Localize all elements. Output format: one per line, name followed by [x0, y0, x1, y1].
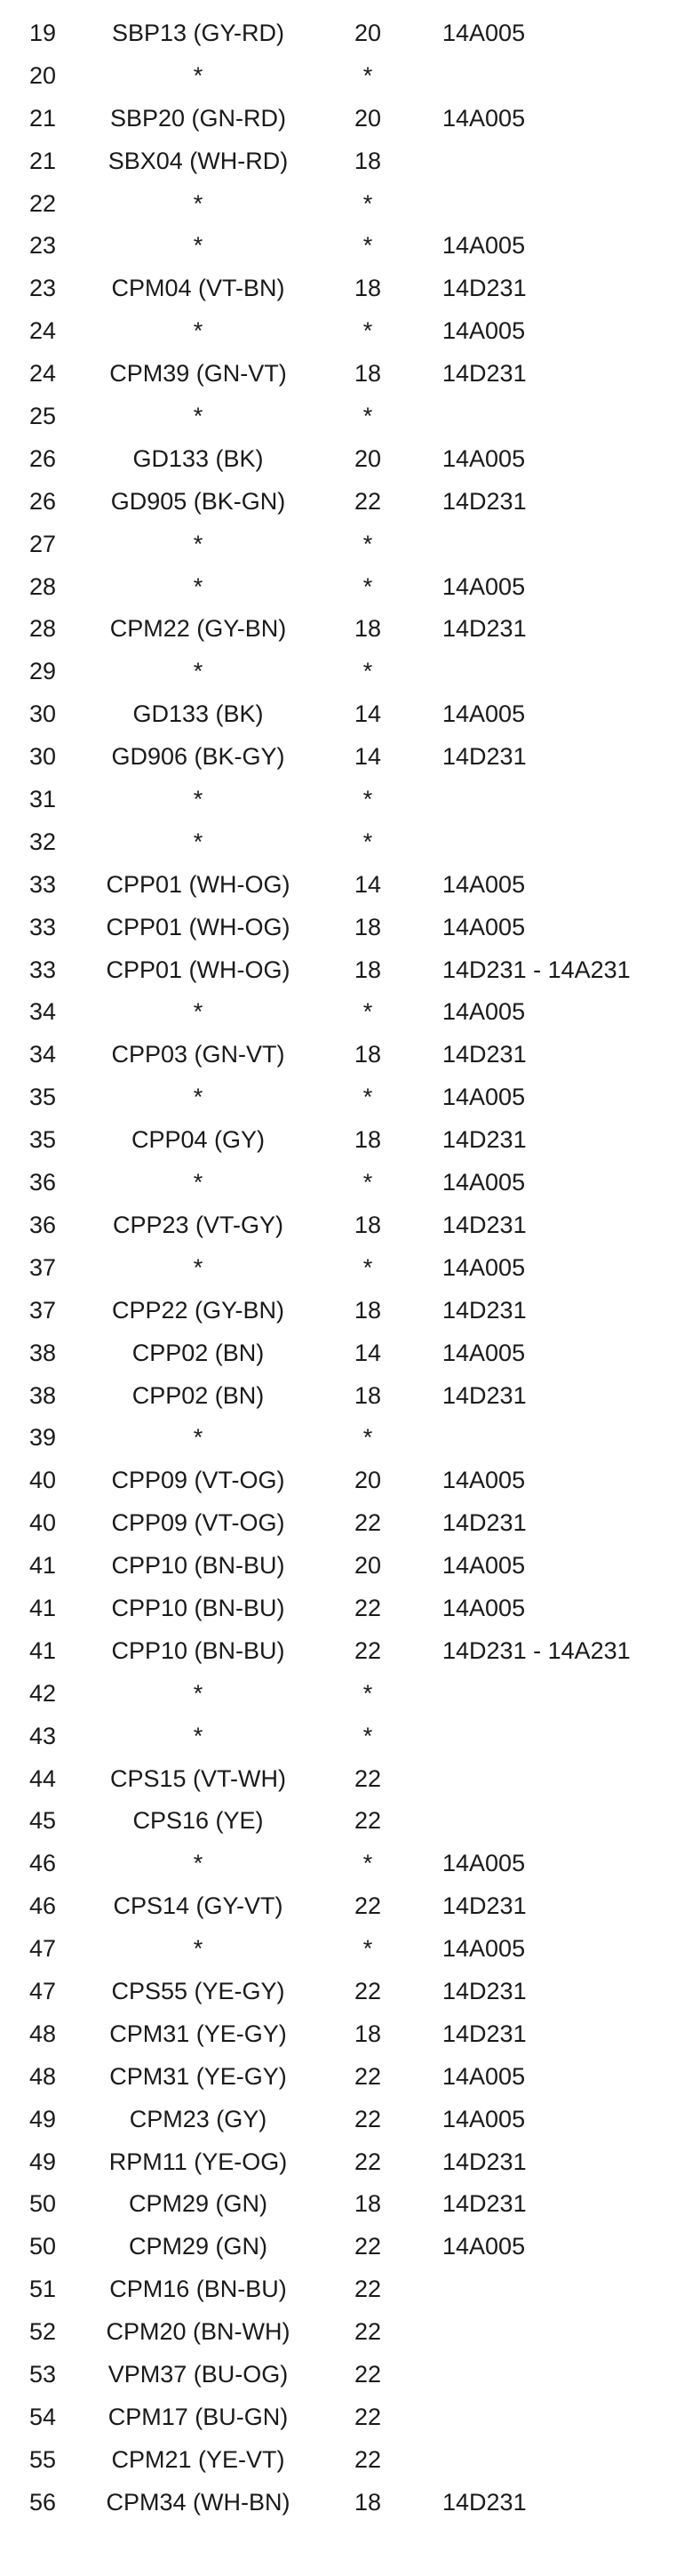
pin-number: 37	[28, 1296, 57, 1324]
option-code: 14A005	[442, 1467, 526, 1494]
circuit-label: CPP10 (BN-BU)	[111, 1636, 285, 1664]
wire-gauge: *	[362, 317, 373, 345]
circuit-label: *	[193, 61, 203, 89]
option-code: 14A005	[442, 870, 526, 898]
circuit-label: CPP23 (VT-GY)	[112, 1211, 284, 1238]
table-row	[0, 225, 700, 268]
option-code: 14A005	[442, 317, 526, 345]
pin-number: 38	[28, 1381, 57, 1409]
circuit-label: *	[193, 232, 203, 260]
table-row	[0, 1247, 700, 1290]
circuit-label: CPP02 (BN)	[131, 1381, 265, 1409]
table-row	[0, 821, 700, 864]
table-row	[0, 183, 700, 226]
wire-gauge: *	[362, 1679, 373, 1707]
wire-gauge: 20	[354, 1552, 382, 1580]
circuit-label: *	[193, 1253, 203, 1281]
wire-gauge: *	[362, 1424, 373, 1452]
wire-gauge: 22	[354, 2233, 382, 2260]
option-code: 14A005	[442, 104, 526, 132]
table-row	[0, 1290, 700, 1332]
wire-gauge: *	[362, 61, 373, 89]
pin-number: 28	[28, 572, 57, 600]
option-code: 14D231	[442, 2148, 527, 2175]
circuit-label: CPP04 (GY)	[131, 1126, 266, 1154]
table-row	[0, 2013, 700, 2056]
pin-number: 41	[28, 1594, 57, 1621]
option-code: 14A005	[442, 998, 526, 1026]
wire-gauge: *	[362, 572, 373, 600]
wire-gauge: 22	[354, 1636, 382, 1664]
circuit-label: CPM17 (BU-GN)	[107, 2403, 289, 2430]
wire-gauge: *	[362, 232, 373, 260]
table-row	[0, 907, 700, 949]
table-row	[0, 2311, 700, 2354]
option-code: 14D231	[442, 1381, 527, 1409]
wire-gauge: 20	[354, 1467, 382, 1494]
option-code: 14A005	[442, 1084, 526, 1111]
table-row	[0, 949, 700, 992]
table-row	[0, 268, 700, 310]
pin-number: 28	[28, 615, 57, 643]
circuit-label: RPM11 (YE-OG)	[108, 2148, 288, 2175]
option-code: 14D231	[442, 1977, 527, 2004]
table-row	[0, 1076, 700, 1119]
table-row	[0, 524, 700, 566]
table-row	[0, 2141, 700, 2184]
circuit-label: CPM20 (BN-WH)	[106, 2318, 290, 2346]
table-row	[0, 1545, 700, 1588]
table-row	[0, 1630, 700, 1673]
pin-number: 41	[28, 1636, 57, 1664]
table-row	[0, 310, 700, 353]
table-row	[0, 1758, 700, 1801]
option-code: 14D231	[442, 615, 527, 643]
pin-number: 26	[28, 444, 57, 472]
circuit-label: CPP09 (VT-OG)	[111, 1467, 285, 1494]
wire-gauge: 18	[354, 147, 382, 174]
circuit-label: CPM34 (WH-BN)	[106, 2488, 290, 2516]
pin-number: 35	[28, 1126, 57, 1154]
table-row	[0, 736, 700, 779]
wire-gauge: *	[362, 658, 373, 685]
table-row	[0, 2354, 700, 2396]
table-row	[0, 1885, 700, 1928]
wire-gauge: 18	[354, 956, 382, 983]
option-code: 14D231 - 14A231	[442, 1636, 631, 1664]
table-row	[0, 396, 700, 438]
wire-gauge: 14	[354, 700, 382, 728]
option-code: 14D231	[442, 1892, 527, 1920]
circuit-label: CPS15 (VT-WH)	[109, 1764, 287, 1792]
pin-number: 48	[28, 2062, 57, 2090]
circuit-label: CPM31 (YE-GY)	[109, 2020, 287, 2047]
option-code: 14A005	[442, 1594, 526, 1621]
circuit-label: *	[193, 998, 203, 1026]
wire-gauge: 18	[354, 913, 382, 940]
wire-gauge: 18	[354, 1296, 382, 1324]
pin-number: 31	[28, 786, 57, 813]
option-code: 14D231	[442, 743, 527, 771]
pin-number: 56	[28, 2488, 57, 2516]
wire-gauge: 14	[354, 1339, 382, 1366]
circuit-label: GD906 (BK-GY)	[111, 743, 285, 771]
circuit-label: CPP01 (WH-OG)	[106, 956, 290, 983]
pin-number: 49	[28, 2105, 57, 2132]
table-row	[0, 1375, 700, 1418]
table-row	[0, 1971, 700, 2013]
wire-gauge: *	[362, 828, 373, 855]
wire-gauge: *	[362, 998, 373, 1026]
wire-gauge: 18	[354, 1126, 382, 1154]
option-code: 14D231	[442, 275, 527, 302]
wire-gauge: 22	[354, 2105, 382, 2132]
pin-number: 40	[28, 1509, 57, 1537]
pin-number: 44	[28, 1764, 57, 1792]
wire-gauge: *	[362, 1850, 373, 1877]
circuit-label: *	[193, 1722, 203, 1749]
pin-number: 46	[28, 1850, 57, 1877]
wire-gauge: *	[362, 530, 373, 557]
wire-gauge: 18	[354, 1381, 382, 1409]
circuit-label: CPS14 (GY-VT)	[113, 1892, 283, 1920]
wire-gauge: 18	[354, 615, 382, 643]
wire-gauge: 22	[354, 1509, 382, 1537]
circuit-label: CPP10 (BN-BU)	[111, 1594, 285, 1621]
circuit-label: *	[193, 1084, 203, 1111]
circuit-label: CPM39 (GN-VT)	[109, 360, 287, 388]
table-row	[0, 1460, 700, 1502]
table-row	[0, 1673, 700, 1716]
wire-gauge: 18	[354, 2488, 382, 2516]
pin-number: 38	[28, 1339, 57, 1366]
pin-number: 45	[28, 1807, 57, 1835]
table-row	[0, 98, 700, 140]
circuit-label: GD905 (BK-GN)	[110, 487, 286, 515]
option-code: 14A005	[442, 913, 526, 940]
table-row	[0, 1588, 700, 1630]
option-code: 14D231	[442, 2190, 527, 2218]
wire-gauge: 22	[354, 2403, 382, 2430]
table-row	[0, 651, 700, 693]
pin-number: 25	[28, 403, 57, 430]
option-code: 14D231	[442, 1296, 527, 1324]
pin-number: 47	[28, 1935, 57, 1963]
pin-number: 27	[28, 530, 57, 557]
option-code: 14D231	[442, 1126, 527, 1154]
circuit-label: *	[193, 828, 203, 855]
wire-gauge: 18	[354, 2020, 382, 2047]
table-row	[0, 1928, 700, 1971]
pin-number: 46	[28, 1892, 57, 1920]
pin-number: 43	[28, 1722, 57, 1749]
table-row	[0, 2056, 700, 2099]
pin-number: 23	[28, 232, 57, 260]
circuit-label: CPS16 (YE)	[132, 1807, 264, 1835]
table-row	[0, 2396, 700, 2439]
table-row	[0, 2482, 700, 2524]
circuit-label: *	[193, 530, 203, 557]
pin-number: 37	[28, 1253, 57, 1281]
table-row	[0, 2268, 700, 2311]
option-code: 14D231 - 14A231	[442, 956, 631, 983]
wire-gauge: 20	[354, 104, 382, 132]
pin-number: 54	[28, 2403, 57, 2430]
table-row	[0, 2099, 700, 2141]
pin-number: 50	[28, 2233, 57, 2260]
wire-gauge: 14	[354, 870, 382, 898]
circuit-label: *	[193, 317, 203, 345]
wire-gauge: *	[362, 1253, 373, 1281]
table-row	[0, 353, 700, 396]
circuit-label: CPM22 (GY-BN)	[109, 615, 287, 643]
option-code: 14D231	[442, 1041, 527, 1068]
wire-gauge: *	[362, 403, 373, 430]
circuit-label: *	[193, 1935, 203, 1963]
pin-number: 51	[28, 2276, 57, 2303]
option-code: 14D231	[442, 1211, 527, 1238]
wire-gauge: 20	[354, 20, 382, 46]
wire-gauge: *	[362, 1084, 373, 1111]
table-row	[0, 779, 700, 821]
option-code: 14A005	[442, 1339, 526, 1366]
circuit-label: *	[193, 786, 203, 813]
table-row	[0, 2226, 700, 2268]
wire-gauge: *	[362, 189, 373, 217]
table-row	[0, 2439, 700, 2482]
pin-number: 52	[28, 2318, 57, 2346]
circuit-label: CPM23 (GY)	[129, 2105, 267, 2132]
pin-number: 32	[28, 828, 57, 855]
table-row	[0, 1843, 700, 1885]
pin-number: 47	[28, 1977, 57, 2004]
pin-number: 35	[28, 1084, 57, 1111]
option-code: 14A005	[442, 232, 526, 260]
pin-number: 19	[28, 20, 57, 46]
wire-gauge: 22	[354, 2318, 382, 2346]
circuit-label: CPM16 (BN-BU)	[109, 2276, 287, 2303]
circuit-label: VPM37 (BU-OG)	[107, 2360, 289, 2388]
pin-number: 26	[28, 487, 57, 515]
pin-number: 41	[28, 1552, 57, 1580]
table-row	[0, 438, 700, 481]
pin-number: 33	[28, 870, 57, 898]
circuit-label: *	[193, 1850, 203, 1877]
option-code: 14A005	[442, 2062, 526, 2090]
pin-number: 42	[28, 1679, 57, 1707]
circuit-label: CPM04 (VT-BN)	[111, 275, 285, 302]
table-row	[0, 566, 700, 609]
wire-gauge: 18	[354, 275, 382, 302]
option-code: 14D231	[442, 2020, 527, 2047]
wire-gauge: *	[362, 786, 373, 813]
wire-gauge: 22	[354, 1977, 382, 2004]
wire-gauge: *	[362, 1722, 373, 1749]
table-row	[0, 1119, 700, 1162]
wire-gauge: 22	[354, 1892, 382, 1920]
pin-number: 20	[28, 61, 57, 89]
table-row	[0, 1034, 700, 1076]
circuit-label: *	[193, 1424, 203, 1452]
option-code: 14D231	[442, 2488, 527, 2516]
pin-number: 30	[28, 700, 57, 728]
table-row	[0, 693, 700, 736]
circuit-label: SBP13 (GY-RD)	[111, 20, 285, 46]
pin-number: 33	[28, 913, 57, 940]
pin-number: 53	[28, 2360, 57, 2388]
option-code: 14D231	[442, 487, 527, 515]
circuit-label: CPP03 (GN-VT)	[111, 1041, 285, 1068]
table-row	[0, 1417, 700, 1460]
circuit-label: CPM29 (GN)	[128, 2233, 267, 2260]
circuit-label: CPS55 (YE-GY)	[111, 1977, 285, 2004]
pin-number: 36	[28, 1211, 57, 1238]
circuit-label: SBP20 (GN-RD)	[109, 104, 287, 132]
table-row	[0, 1502, 700, 1545]
circuit-label: *	[193, 572, 203, 600]
wire-gauge: 22	[354, 2062, 382, 2090]
table-row	[0, 481, 700, 524]
wire-gauge: 20	[354, 444, 382, 472]
table-row	[0, 12, 700, 55]
table-row	[0, 55, 700, 98]
circuit-label: *	[193, 403, 203, 430]
wire-gauge: 22	[354, 2276, 382, 2303]
circuit-label: CPP01 (WH-OG)	[106, 913, 290, 940]
circuit-label: CPP01 (WH-OG)	[106, 870, 290, 898]
option-code: 14A005	[442, 2233, 526, 2260]
wire-gauge: 22	[354, 487, 382, 515]
table-row	[0, 991, 700, 1034]
pin-number: 34	[28, 998, 57, 1026]
option-code: 14A005	[442, 572, 526, 600]
pin-number: 23	[28, 275, 57, 302]
table-row	[0, 1204, 700, 1247]
table-row	[0, 1716, 700, 1758]
circuit-label: CPM31 (YE-GY)	[109, 2062, 287, 2090]
pin-number: 55	[28, 2445, 57, 2473]
circuit-label: *	[193, 189, 203, 217]
circuit-label: SBX04 (WH-RD)	[107, 147, 289, 174]
wire-gauge: 18	[354, 1211, 382, 1238]
table-row	[0, 140, 700, 183]
pin-number: 30	[28, 743, 57, 771]
pin-number: 39	[28, 1424, 57, 1452]
circuit-label: *	[193, 1679, 203, 1707]
pin-number: 34	[28, 1041, 57, 1068]
table-row	[0, 1800, 700, 1843]
wire-gauge: 18	[354, 1041, 382, 1068]
option-code: 14A005	[442, 444, 526, 472]
circuit-label: *	[193, 1169, 203, 1196]
wire-gauge: 22	[354, 2445, 382, 2473]
circuit-label: CPM29 (GN)	[128, 2190, 267, 2218]
wire-gauge: 18	[354, 360, 382, 388]
pin-number: 48	[28, 2020, 57, 2047]
pin-number: 21	[28, 147, 57, 174]
wire-gauge: 18	[354, 2190, 382, 2218]
table-row	[0, 2183, 700, 2226]
option-code: 14A005	[442, 20, 526, 46]
option-code: 14D231	[442, 360, 527, 388]
circuit-label: *	[193, 658, 203, 685]
option-code: 14A005	[442, 1935, 526, 1963]
option-code: 14D231	[442, 1509, 527, 1537]
pin-number: 29	[28, 658, 57, 685]
pin-number: 49	[28, 2148, 57, 2175]
pin-number: 33	[28, 956, 57, 983]
pin-number: 50	[28, 2190, 57, 2218]
option-code: 14A005	[442, 1850, 526, 1877]
option-code: 14A005	[442, 1169, 526, 1196]
pin-number: 24	[28, 360, 57, 388]
wire-gauge: 22	[354, 1764, 382, 1792]
circuit-label: CPP22 (GY-BN)	[111, 1296, 285, 1324]
option-code: 14A005	[442, 1253, 526, 1281]
table-row	[0, 608, 700, 651]
circuit-label: CPM21 (YE-VT)	[111, 2445, 285, 2473]
pin-number: 40	[28, 1467, 57, 1494]
circuit-label: CPP09 (VT-OG)	[111, 1509, 285, 1537]
table-row	[0, 1162, 700, 1204]
wire-gauge: 22	[354, 2360, 382, 2388]
table-row	[0, 1332, 700, 1375]
circuit-label: GD133 (BK)	[132, 700, 264, 728]
circuit-label: CPP02 (BN)	[131, 1339, 265, 1366]
table-row	[0, 864, 700, 907]
wire-gauge: *	[362, 1935, 373, 1963]
option-code: 14A005	[442, 1552, 526, 1580]
connector-pin-table	[0, 12, 700, 2524]
pin-number: 22	[28, 189, 57, 217]
pin-number: 21	[28, 104, 57, 132]
wire-gauge: 22	[354, 1807, 382, 1835]
circuit-label: CPP10 (BN-BU)	[111, 1552, 285, 1580]
circuit-label: GD133 (BK)	[132, 444, 264, 472]
option-code: 14A005	[442, 700, 526, 728]
wire-gauge: 22	[354, 2148, 382, 2175]
pin-number: 36	[28, 1169, 57, 1196]
wire-gauge: 22	[354, 1594, 382, 1621]
pin-number: 24	[28, 317, 57, 345]
option-code: 14A005	[442, 2105, 526, 2132]
wire-gauge: *	[362, 1169, 373, 1196]
wire-gauge: 14	[354, 743, 382, 771]
